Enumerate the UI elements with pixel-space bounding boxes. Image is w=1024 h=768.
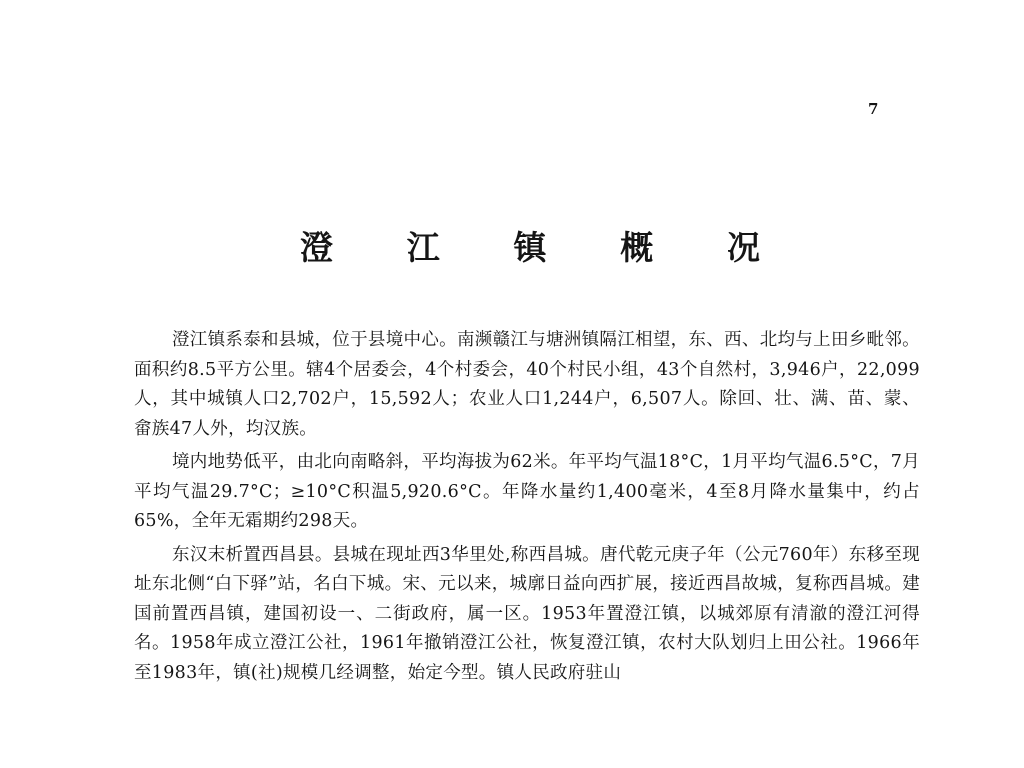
page-number: 7 bbox=[868, 100, 879, 118]
body-text bbox=[134, 326, 920, 692]
title-char: 况 bbox=[727, 228, 760, 267]
title-char: 镇 bbox=[513, 228, 547, 267]
title-char: 江 bbox=[406, 228, 440, 267]
title-char: 概 bbox=[620, 228, 654, 267]
title-char: 澄 bbox=[300, 228, 333, 267]
document-title bbox=[300, 222, 760, 269]
paragraph-history: 东汉末析置西昌县。县城在现址西3华里处,称西昌城。唐代乾元庚子年（公元760年）东移至现址东北侧“白下驿”站，名白下城。宋、元以来，城廓日益向西扩展，接近西昌故城，复称西昌城。建国前置西昌镇，建国初设一、二街政府，属一区。1953年置澄江镇，以城郊原有清澈的澄江河得名。1958年成立澄江公社，1961年撤销澄江公社，恢复澄江镇，农村大队划归上田公社。1966年至1983年，镇(社)规模几经调整，始定今型。镇人民政府驻山 bbox=[134, 544, 920, 683]
paragraph-climate: 境内地势低平，由北向南略斜，平均海拔为62米。年平均气温18°C，1月平均气温6.5°C，7月平均气温29.7°C；≥10°C积温5,920.6°C。年降水量约1,400毫米，4至8月降水量集中，约占65%，全年无霜期约298天。 bbox=[134, 452, 921, 531]
paragraph-overview: 澄江镇系泰和县城，位于县境中心。南濒赣江与塘洲镇隔江相望，东、西、北均与上田乡毗邻。面积约8.5平方公里。辖4个居委会，4个村委会，40个村民小组，43个自然村，3,946户，22,099人，其中城镇人口2,702户，15,592人；农业人口1,244户，6,507人。除回、壮、满、苗、蒙、畲族47人外，均汉族。 bbox=[134, 330, 920, 439]
